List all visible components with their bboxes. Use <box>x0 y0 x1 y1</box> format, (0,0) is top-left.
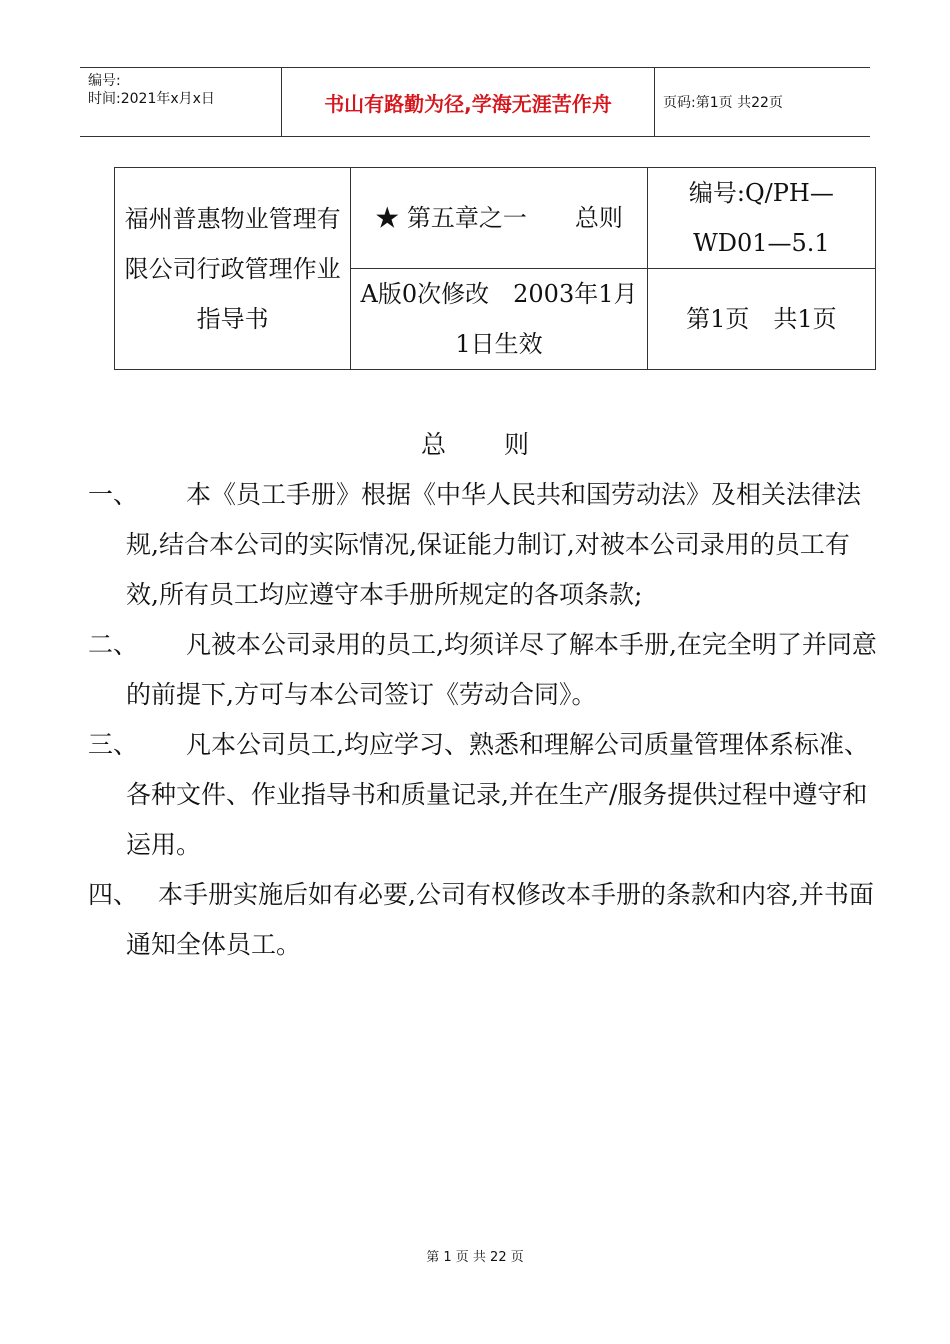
chapter-cell: ★ 第五章之一 总则 <box>351 168 648 269</box>
header-meta <box>88 72 215 108</box>
item-number: 三、 <box>88 730 139 759</box>
item-number: 四、 <box>88 880 139 909</box>
item-number: 二、 <box>88 630 139 659</box>
list-item <box>88 470 878 620</box>
item-text: 凡被本公司录用的员工,均须详尽了解本手册,在完全明了并同意的前提下,方可与本公司签订《劳动合同》。 <box>126 630 877 709</box>
list-item <box>88 620 878 720</box>
company-cell: 福州普惠物业管理有限公司行政管理作业指导书 <box>115 168 351 370</box>
doc-title <box>0 425 950 461</box>
item-text: 本手册实施后如有必要,公司有权修改本手册的条款和内容,并书面通知全体员工。 <box>126 880 874 959</box>
motto: 书山有路勤为径,学海无涯苦作舟 <box>324 91 612 116</box>
item-text: 本《员工手册》根据《中华人民共和国劳动法》及相关法律法规,结合本公司的实际情况,保证能力制订,对被本公司录用的员工有效,所有员工均应遵守本手册所规定的各项条款; <box>126 480 862 609</box>
doc-title-right: 则 <box>504 430 530 459</box>
clause-list <box>88 470 878 970</box>
list-item <box>88 720 878 870</box>
page-header <box>80 67 870 137</box>
header-page-info: 页码:第1页 共22页 <box>663 95 783 111</box>
list-item <box>88 870 878 970</box>
pages-cell: 第1页 共1页 <box>647 269 875 370</box>
time-label: 时间:2021年x月x日 <box>88 91 215 107</box>
version-cell: A版0次修改 2003年1月1日生效 <box>351 269 648 370</box>
document-info-table <box>114 167 876 370</box>
divider <box>654 68 655 136</box>
doc-title-left: 总 <box>420 430 446 459</box>
item-text: 凡本公司员工,均应学习、熟悉和理解公司质量管理体系标准、各种文件、作业指导书和质量记录,并在生产/服务提供过程中遵守和运用。 <box>126 730 869 859</box>
item-number: 一、 <box>88 480 139 509</box>
code-cell: 编号:Q/PH—WD01—5.1 <box>647 168 875 269</box>
code-label: 编号: <box>88 73 121 89</box>
page-footer: 第 1 页 共 22 页 <box>426 1250 524 1265</box>
